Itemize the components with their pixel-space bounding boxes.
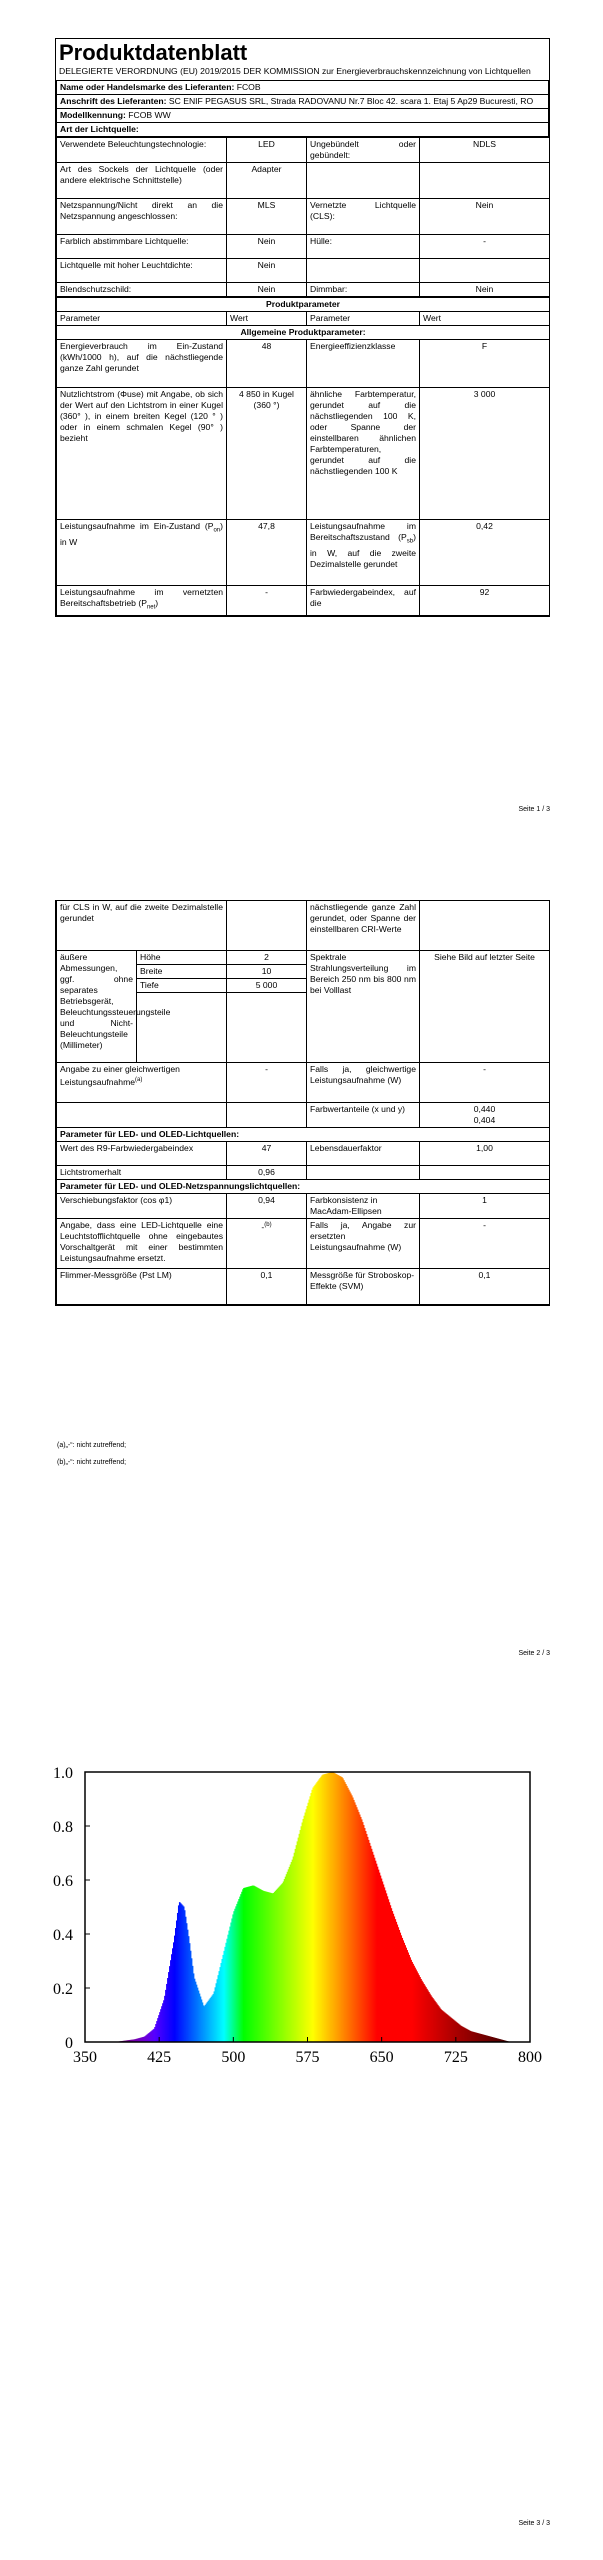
cri-continued: nächstliegende ganze Zahl gerundet, oder Spanne der einstellbaren CRI-Werte — [307, 901, 420, 951]
lightsource-value-2 — [420, 259, 550, 283]
lightsource-row — [57, 199, 550, 235]
y-tick-label: 0.4 — [53, 1927, 73, 1944]
x-tick-label: 800 — [518, 2049, 542, 2066]
x-tick-label: 575 — [295, 2049, 320, 2066]
spectrum-chart — [0, 1680, 603, 2280]
lightsource-value-1: Adapter — [227, 163, 307, 199]
product-params-table — [56, 297, 550, 616]
cri-label: Farbwiedergabeindex, auf die — [307, 586, 420, 616]
empty-cell — [57, 1103, 227, 1128]
led-replacement-sup: (b) — [264, 1222, 272, 1228]
y-tick-label: 0.6 — [53, 1873, 73, 1890]
lightsource-value-2: - — [420, 235, 550, 259]
standby-power-value: 0,42 — [420, 520, 550, 586]
supplier-name-label: Name oder Handelsmarke des Lieferanten: — [60, 82, 235, 92]
chromaticity-x: 0,440 — [473, 1104, 496, 1114]
energy-consumption-label: Energieverbrauch im Ein-Zustand (kWh/1000 h), auf die nächstliegende ganze Zahl gerundet — [57, 340, 227, 388]
lightsource-label-1: Blendschutzschild: — [57, 283, 227, 297]
dim-height-value: 2 — [227, 951, 307, 965]
lightsource-value-1: Nein — [227, 259, 307, 283]
product-params-heading: Produktparameter — [57, 298, 550, 312]
on-power-sub: on — [213, 527, 221, 534]
y-tick-label: 0 — [65, 2035, 73, 2052]
equiv-watt-label: Falls ja, gleichwertige Leistungsaufnahme (W) — [307, 1063, 420, 1103]
r9-value: 47 — [227, 1142, 307, 1166]
col-param-2: Parameter — [307, 312, 420, 326]
model-row — [57, 109, 549, 123]
lightsource-row — [57, 283, 550, 297]
equiv-power-label-text: Angabe zu einer gleichwertigen Leistungsaufnahme — [60, 1064, 180, 1087]
lightsource-label-1: Art des Sockels der Lichtquelle (oder andere elektrische Schnittstelle) — [57, 163, 227, 199]
cct-label: ähnliche Farbtemperatur, gerundet auf die nächstliegenden 100 K, oder Spanne der einstellbaren ähnlichen Farbtemperaturen, gerundet auf die nächstliegenden 100 K — [307, 388, 420, 520]
cos-phi-value: 0,94 — [227, 1194, 307, 1219]
empty-cell — [420, 1166, 550, 1180]
lightsource-value-1: Nein — [227, 283, 307, 297]
supplier-table — [56, 80, 549, 137]
supplier-name-value: FCOB — [236, 82, 261, 92]
footnote-a: (a)„-“: nicht zutreffend; — [57, 1442, 127, 1449]
datasheet-frame-2 — [55, 900, 550, 1306]
spd-label: Spektrale Strahlungsverteilung im Bereich 250 nm bis 800 nm bei Volllast — [307, 951, 420, 1063]
empty-cell — [227, 1103, 307, 1128]
replaced-power-value: - — [420, 1219, 550, 1269]
spd-value: Siehe Bild auf letzter Seite — [420, 951, 550, 1063]
lightsource-label-1: Netzspannung/Nicht direkt an die Netzspannung angeschlossen: — [57, 199, 227, 235]
page-number-1: Seite 1 / 3 — [518, 806, 550, 813]
col-value-1: Wert — [227, 312, 307, 326]
on-power-value: 47,8 — [227, 520, 307, 586]
x-tick-label: 725 — [443, 2049, 468, 2066]
led-replacement-value-text: - — [261, 1221, 265, 1232]
x-tick-label: 650 — [369, 2049, 394, 2066]
page-number-3: Seite 3 / 3 — [518, 2520, 550, 2527]
x-tick-label: 500 — [221, 2049, 246, 2066]
mains-params-heading: Parameter für LED- und OLED-Netzspannungslichtquellen: — [57, 1180, 550, 1194]
chromaticity-value — [420, 1103, 550, 1128]
lightsource-label-2: Ungebündelt oder gebündelt: — [307, 138, 420, 163]
col-value-2: Wert — [420, 312, 550, 326]
lightsource-value-1: Nein — [227, 235, 307, 259]
net-standby-sub: net — [146, 604, 156, 611]
lightsource-value-2: Nein — [420, 283, 550, 297]
params-table-continued — [56, 900, 550, 1305]
empty-cell — [420, 901, 550, 951]
col-param-1: Parameter — [57, 312, 227, 326]
lightsource-label-2 — [307, 163, 420, 199]
lightsource-label-2: Vernetzte Lichtquelle (CLS): — [307, 199, 420, 235]
empty-cell — [307, 1166, 420, 1180]
macadam-label: Farbkonsistenz in MacAdam-Ellipsen — [307, 1194, 420, 1219]
lightsource-heading: Art der Lichtquelle: — [57, 123, 549, 137]
lightsource-value-2: NDLS — [420, 138, 550, 163]
energy-class-value: F — [420, 340, 550, 388]
supplier-address-row — [57, 95, 549, 109]
lightsource-row — [57, 138, 550, 163]
supplier-name-row — [57, 81, 549, 95]
standby-power-label-b: ) in W, auf die zweite Dezimalstelle gerundet — [310, 532, 416, 569]
lightsource-value-2: Nein — [420, 199, 550, 235]
life-factor-value: 1,00 — [420, 1142, 550, 1166]
net-standby-label-a: Leistungsaufnahme im vernetzten Bereitschaftsbetrieb (P — [60, 587, 223, 608]
cos-phi-label: Verschiebungsfaktor (cos φ1) — [57, 1194, 227, 1219]
luminous-flux-value: 4 850 in Kugel (360 °) — [227, 388, 307, 520]
lightsource-label-1: Farblich abstimmbare Lichtquelle: — [57, 235, 227, 259]
standby-power-sub: sb — [406, 538, 414, 545]
supplier-address-label: Anschrift des Lieferanten: — [60, 96, 167, 106]
page-3 — [0, 1680, 603, 2560]
x-tick-label: 350 — [73, 2049, 97, 2066]
y-tick-label: 0.8 — [53, 1819, 73, 1836]
equiv-power-value: - — [227, 1063, 307, 1103]
y-tick-label: 0.2 — [53, 1981, 73, 1998]
dim-height-label: Höhe — [137, 951, 227, 965]
supplier-address-value: SC ENIF PEGASUS SRL, Strada RADOVANU Nr.7 Bloc 42. scara 1. Etaj 5 Ap29 Bucuresti, RO — [168, 96, 534, 106]
lumen-maint-value: 0,96 — [227, 1166, 307, 1180]
led-params-heading: Parameter für LED- und OLED-Lichtquellen: — [57, 1128, 550, 1142]
equiv-watt-value: - — [420, 1063, 550, 1103]
led-replacement-label: Angabe, dass eine LED-Lichtquelle eine Leuchtstofflichtquelle ohne eingebautes Vorschaltgerät mit einer bestimmten Leistungsaufnahme ersetzt. — [57, 1219, 227, 1269]
macadam-value: 1 — [420, 1194, 550, 1219]
page-title: Produktdatenblatt — [59, 40, 248, 65]
lightsource-row — [57, 235, 550, 259]
flicker-value: 0,1 — [227, 1269, 307, 1305]
lightsource-value-2 — [420, 163, 550, 199]
lightsource-label-2 — [307, 259, 420, 283]
r9-label: Wert des R9-Farbwiedergabeindex — [57, 1142, 227, 1166]
net-standby-label-b: ) — [155, 598, 159, 608]
net-standby-label — [57, 586, 227, 616]
replaced-power-label: Falls ja, Angabe zur ersetzten Leistungsaufnahme (W) — [307, 1219, 420, 1269]
svm-value: 0,1 — [420, 1269, 550, 1305]
standby-power-label — [307, 520, 420, 586]
lightsource-value-1: MLS — [227, 199, 307, 235]
energy-class-label: Energieeffizienzklasse — [307, 340, 420, 388]
svm-label: Messgröße für Stroboskop-Effekte (SVM) — [307, 1269, 420, 1305]
lightsource-value-1: LED — [227, 138, 307, 163]
lightsource-label-1: Verwendete Beleuchtungstechnologie: — [57, 138, 227, 163]
x-tick-label: 425 — [147, 2049, 172, 2066]
empty-cell — [227, 993, 307, 1063]
dimensions-label: äußere Abmessungen, ggf. ohne separates Betriebsgerät, Beleuchtungssteuerungsteile und Nicht-Beleuchtungsteile (Millimeter) — [57, 951, 137, 1063]
lightsource-label-2: Hülle: — [307, 235, 420, 259]
luminous-flux-label: Nutzlichtstrom (Φuse) mit Angabe, ob sich der Wert auf den Lichtstrom in einer Kugel (360° ), in einem breiten Kegel (120 ° ) oder in einem schmalen Kegel (90° ) bezieht — [57, 388, 227, 520]
energy-consumption-value: 48 — [227, 340, 307, 388]
on-power-label-a: Leistungsaufnahme im Ein-Zustand (P — [60, 521, 214, 531]
led-replacement-value — [227, 1219, 307, 1269]
flicker-label: Flimmer-Messgröße (Pst LM) — [57, 1269, 227, 1305]
dim-depth-label: Tiefe — [137, 979, 227, 993]
cri-value: 92 — [420, 586, 550, 616]
net-standby-value: - — [227, 586, 307, 616]
page-2 — [0, 840, 603, 1680]
chromaticity-label: Farbwertanteile (x und y) — [307, 1103, 420, 1128]
net-standby-continued: für CLS in W, auf die zweite Dezimalstelle gerundet — [57, 901, 227, 951]
model-value: FCOB WW — [128, 110, 171, 120]
dim-width-value: 10 — [227, 965, 307, 979]
life-factor-label: Lebensdauerfaktor — [307, 1142, 420, 1166]
standby-power-label-a: Leistungsaufnahme im Bereitschaftszustand (P — [310, 521, 416, 542]
on-power-label-b: ) in W — [60, 521, 223, 547]
lightsource-row — [57, 259, 550, 283]
footnote-b: (b)„-“: nicht zutreffend; — [57, 1459, 127, 1466]
lumen-maint-label: Lichtstromerhalt — [57, 1166, 227, 1180]
general-params-heading: Allgemeine Produktparameter: — [57, 326, 550, 340]
cct-value: 3 000 — [420, 388, 550, 520]
dim-depth-value: 5 000 — [227, 979, 307, 993]
equiv-power-label — [57, 1063, 227, 1103]
regulation-text: DELEGIERTE VERORDNUNG (EU) 2019/2015 DER KOMMISSION zur Energieverbrauchskennzeichnung von Lichtquellen — [59, 66, 531, 76]
y-tick-label: 1.0 — [53, 1765, 73, 1782]
chromaticity-y: 0,404 — [473, 1115, 496, 1125]
empty-cell — [227, 901, 307, 951]
datasheet-frame-1 — [55, 38, 550, 617]
dim-width-label: Breite — [137, 965, 227, 979]
lightsource-row — [57, 163, 550, 199]
equiv-power-sup: (a) — [135, 1077, 143, 1083]
model-label: Modellkennung: — [60, 110, 126, 120]
page-number-2: Seite 2 / 3 — [518, 1650, 550, 1657]
lightsource-label-2: Dimmbar: — [307, 283, 420, 297]
lightsource-table — [56, 137, 550, 297]
page-1 — [0, 0, 603, 840]
on-power-label — [57, 520, 227, 586]
lightsource-label-1: Lichtquelle mit hoher Leuchtdichte: — [57, 259, 227, 283]
empty-cell — [137, 993, 227, 1063]
